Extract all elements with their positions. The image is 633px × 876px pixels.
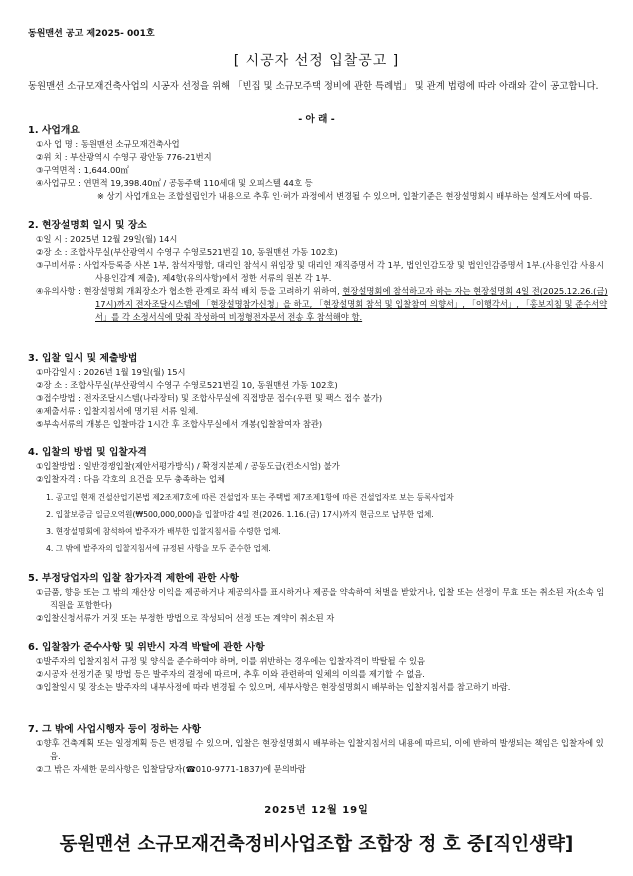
section-heading: 5. 부정당업자의 입찰 참가자격 제한에 관한 사항: [28, 573, 239, 584]
other-item-2: ②그 밖은 자세한 문의사항은 입찰담당자(☎010-9771-1837)에 문의바람: [36, 764, 306, 774]
section-business-overview: [28, 124, 608, 203]
disqualification-item-1: ①금품, 향응 또는 그 밖의 재산상 이익을 제공하거나 제공의사를 표시하거나 제공을 약속하여 처벌을 받았거나, 입찰 또는 선정이 무효 또는 취소된 자(소속 임직원을 포함한다): [36, 587, 605, 610]
qualification-item-1: 1. 공고일 현재 건설산업기본법 제2조제7호에 따른 건설업자 또는 주택법 제7조제1항에 따른 건설업자로 보는 등록사업자: [46, 493, 454, 502]
qualification-item-4: 4. 그 밖에 발주자의 입찰지침서에 규정된 사항을 모두 준수한 업체.: [46, 544, 271, 553]
intro-paragraph: 동원맨션 소규모재건축사업의 시공자 선정을 위해 「빈집 및 소규모주택 정비에 관한 특례법」 및 관계 법령에 따라 아래와 같이 공고합니다.: [28, 81, 599, 92]
section-heading: 7. 그 밖에 사업시행자 등이 정하는 사항: [28, 724, 201, 735]
compliance-item-2: ②시공자 선정기준 및 방법 등은 발주자의 결정에 따르며, 추후 이와 관련하여 일체의 이의를 제기할 수 없음.: [36, 669, 425, 679]
section-disqualification: [28, 572, 608, 625]
other-item-1: ①향후 건축계획 또는 일정계획 등은 변경될 수 있으며, 입찰은 현장설명회시 배부하는 입찰지침서의 내용에 따르되, 이에 반하여 발생되는 책임은 입찰자에 있음.: [36, 738, 604, 761]
scale-note: ※ 상기 사업개요는 조합설립인가 내용으로 추후 인·허가 과정에서 변경될 수 있으며, 입찰기준은 현장설명회시 배부하는 설계도서에 따름.: [97, 191, 593, 201]
briefing-place-line: ②장 소 : 조합사무실(부산광역시 수영구 수영로521번길 10, 동원맨션 가동 102호): [36, 247, 338, 257]
announcement-date: 2025년 12월 19일: [264, 805, 369, 816]
qualification-item-2: 2. 입찰보증금 일금오억원(₩500,000,000)을 입찰마감 4일 전(2026. 1.16.(금) 17시)까지 현금으로 납부한 업체.: [46, 510, 434, 519]
opening-line: ⑤부속서류의 개봉은 입찰마감 1시간 후 조합사무실에서 개봉(입찰참여자 참관): [36, 419, 323, 429]
qualification-item-3: 3. 현장설명회에 참석하여 발주자가 배부한 입찰지침서를 수령한 업체.: [46, 527, 281, 536]
notes-line: [28, 285, 608, 324]
section-heading: 4. 입찰의 방법 및 입찰자격: [28, 447, 147, 458]
notes-text: ④유의사항 : 현장설명회 개최장소가 협소한 관계로 좌석 배치 등을 고려하기 위하여,: [36, 286, 343, 296]
issuer-signature-line: 동원맨션 소규모재건축정비사업조합 조합장 정 호 중[직인생략]: [59, 834, 574, 855]
qualification-line: ②입찰자격 : 다음 각호의 요건을 모두 충족하는 업체: [36, 474, 225, 484]
section-bid-submission: [28, 352, 608, 431]
compliance-item-3: ③입찰일시 및 장소는 발주자의 내부사정에 따라 변경될 수 있으며, 세부사항은 현장설명회시 배부하는 입찰지침서를 참고하기 바람.: [36, 682, 511, 692]
submission-documents-line: ④제출서류 : 입찰지침서에 명기된 서류 일체.: [36, 406, 199, 416]
bid-place-line: ②장 소 : 조합사무실(부산광역시 수영구 수영로521번길 10, 동원맨션 가동 102호): [36, 380, 338, 390]
submission-method-line: ③접수방법 : 전자조달시스템(나라장터) 및 조합사무실에 직접방문 접수(우편 및 팩스 접수 불가): [36, 393, 383, 403]
required-documents-line: ③구비서류 : 사업자등록증 사본 1부, 참석자명함, 대리인 참석시 위임장 및 대리인 재직증명서 각 1부, 법인인감도장 및 법인인감증명서 1부.(사용인감 사용시 사용인감계 제출), 제4항(유의사항)에서 정한 서류의 원본 각 1부.: [36, 260, 605, 283]
notes-underlined-text: 현장설명회에 참석하고자 하는 자는 현장설명회 4일 전(2025.12.26.(금) 17시)까지 전자조달시스템에 「현장설명참가신청」을 하고, 「현장설명회 참석 및 입찰참여 의향서」, 「이행각서」, 「홍보지침 및 준수서약서」를 각 소정서식에 맞춰 작성하여 비정형전자문서 전송 후 참석해야 함.: [95, 286, 608, 322]
section-heading: 6. 입찰참가 준수사항 및 위반시 자격 박탈에 관한 사항: [28, 642, 265, 653]
section-other-matters: [28, 723, 608, 776]
section-compliance: [28, 641, 608, 694]
document-number: 동원맨션 공고 제2025- 001호: [28, 29, 155, 39]
deadline-line: ①마감일시 : 2026년 1월 19일(월) 15시: [36, 367, 186, 377]
location-line: ②위 치 : 부산광역시 수영구 광안동 776-21번지: [36, 152, 212, 162]
section-bid-method: [28, 446, 608, 557]
section-heading: 2. 현장설명회 일시 및 장소: [28, 220, 147, 231]
bid-method-line: ①입찰방법 : 일반경쟁입찰(제안서평가방식) / 확정지분제 / 공동도급(컨소시엄) 불가: [36, 461, 340, 471]
scale-line: ④사업규모 : 연면적 19,398.40㎡ / 공동주택 110세대 및 오피스텔 44호 등: [36, 178, 313, 188]
section-heading: 3. 입찰 일시 및 제출방법: [28, 353, 138, 364]
section-site-briefing: [28, 219, 608, 324]
area-line: ③구역면적 : 1,644.00㎡: [36, 165, 129, 175]
business-name-line: ①사 업 명 : 동원맨션 소규모재건축사업: [36, 139, 180, 149]
compliance-item-1: ①발주자의 입찰지침서 규정 및 양식을 준수하여야 하며, 이를 위반하는 경우에는 입찰자격이 박탈될 수 있음: [36, 656, 426, 666]
section-heading: 1. 사업개요: [28, 125, 80, 136]
briefing-datetime-line: ①일 시 : 2025년 12월 29일(월) 14시: [36, 234, 178, 244]
section-divider-label: - 아 래 -: [298, 114, 335, 125]
disqualification-item-2: ②입찰신청서류가 거짓 또는 부정한 방법으로 작성되어 선정 또는 계약이 취소된 자: [36, 613, 335, 623]
page-title: [ 시공자 선정 입찰공고 ]: [233, 53, 400, 69]
